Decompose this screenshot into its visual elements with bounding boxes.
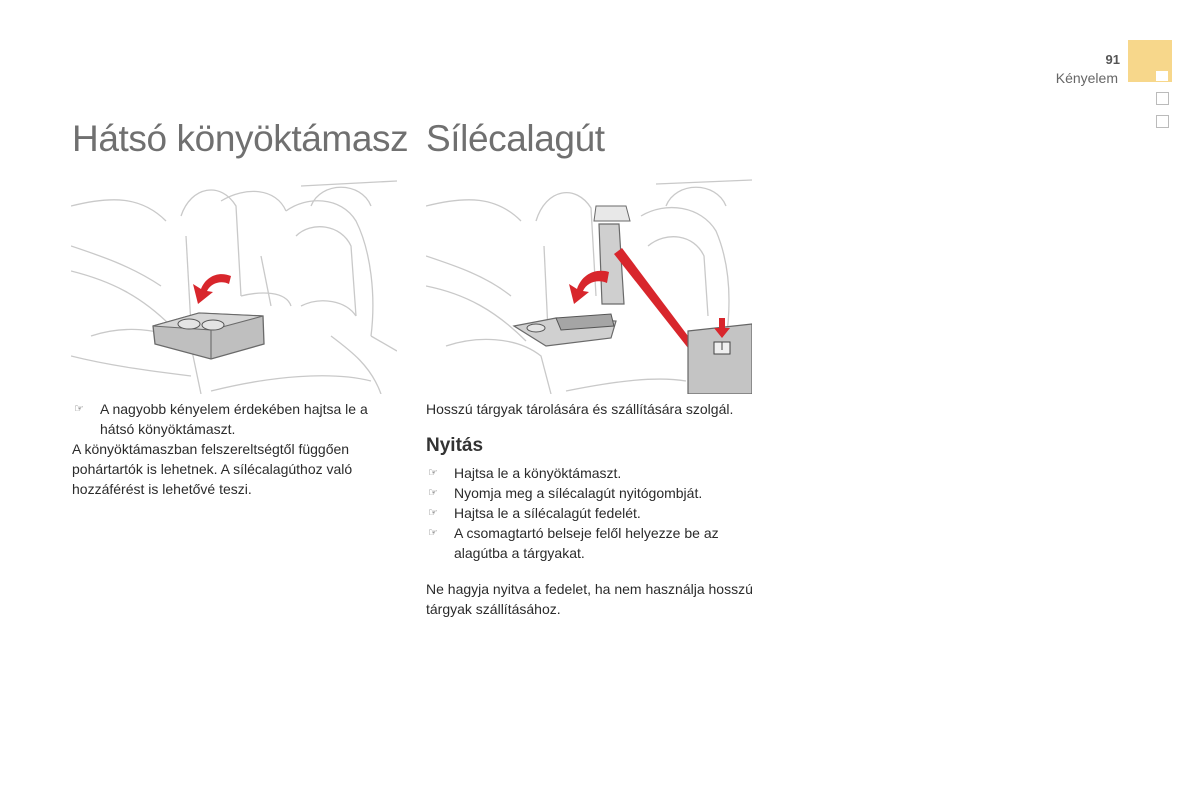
opening-step: Hajtsa le a sílécalagút fedelét. xyxy=(454,505,641,521)
pointing-hand-icon: ☞ xyxy=(428,507,438,519)
rear-armrest-illustration xyxy=(71,176,397,394)
pointing-hand-icon: ☞ xyxy=(428,527,438,539)
page-number: 91 xyxy=(1105,52,1120,67)
ski-tunnel-intro: Hosszú tárgyak tárolására és szállítására szolgál. xyxy=(426,401,734,417)
ski-tunnel-illustration xyxy=(426,176,752,394)
ski-tunnel-note: Ne hagyja nyitva a fedelet, ha nem használja hosszú tárgyak szállításához. xyxy=(426,581,753,617)
armrest-step: A nagyobb kényelem érdekében hajtsa le a hátsó könyöktámaszt. xyxy=(100,401,368,437)
opening-step: Hajtsa le a könyöktámaszt. xyxy=(454,465,622,481)
chapter-tab-active[interactable] xyxy=(1128,40,1172,82)
list-item xyxy=(426,483,756,503)
armrest-text-column xyxy=(72,399,402,499)
list-item xyxy=(72,399,402,439)
list-item xyxy=(426,523,756,563)
pointing-hand-icon: ☞ xyxy=(74,403,84,415)
chapter-tab[interactable] xyxy=(1156,92,1169,105)
opening-subheading: Nyitás xyxy=(426,435,484,456)
chapter-tab[interactable] xyxy=(1156,115,1169,128)
armrest-description: A könyöktámaszban felszereltségtől függően pohártartók is lehetnek. A sílécalagúthoz való hozzáférést is lehetővé teszi. xyxy=(72,441,353,497)
section-title-armrest: Hátsó könyöktámasz xyxy=(72,118,409,159)
list-item xyxy=(426,503,756,523)
opening-step: A csomagtartó belseje felől helyezze be az alagútba a tárgyakat. xyxy=(454,525,719,561)
opening-step: Nyomja meg a sílécalagút nyitógombját. xyxy=(454,485,703,501)
chapter-label: Kényelem xyxy=(1055,70,1118,86)
ski-tunnel-text-column xyxy=(426,399,756,619)
list-item xyxy=(426,463,756,483)
pointing-hand-icon: ☞ xyxy=(428,487,438,499)
pointing-hand-icon: ☞ xyxy=(428,467,438,479)
section-title-ski-tunnel: Sílécalagút xyxy=(426,118,605,159)
